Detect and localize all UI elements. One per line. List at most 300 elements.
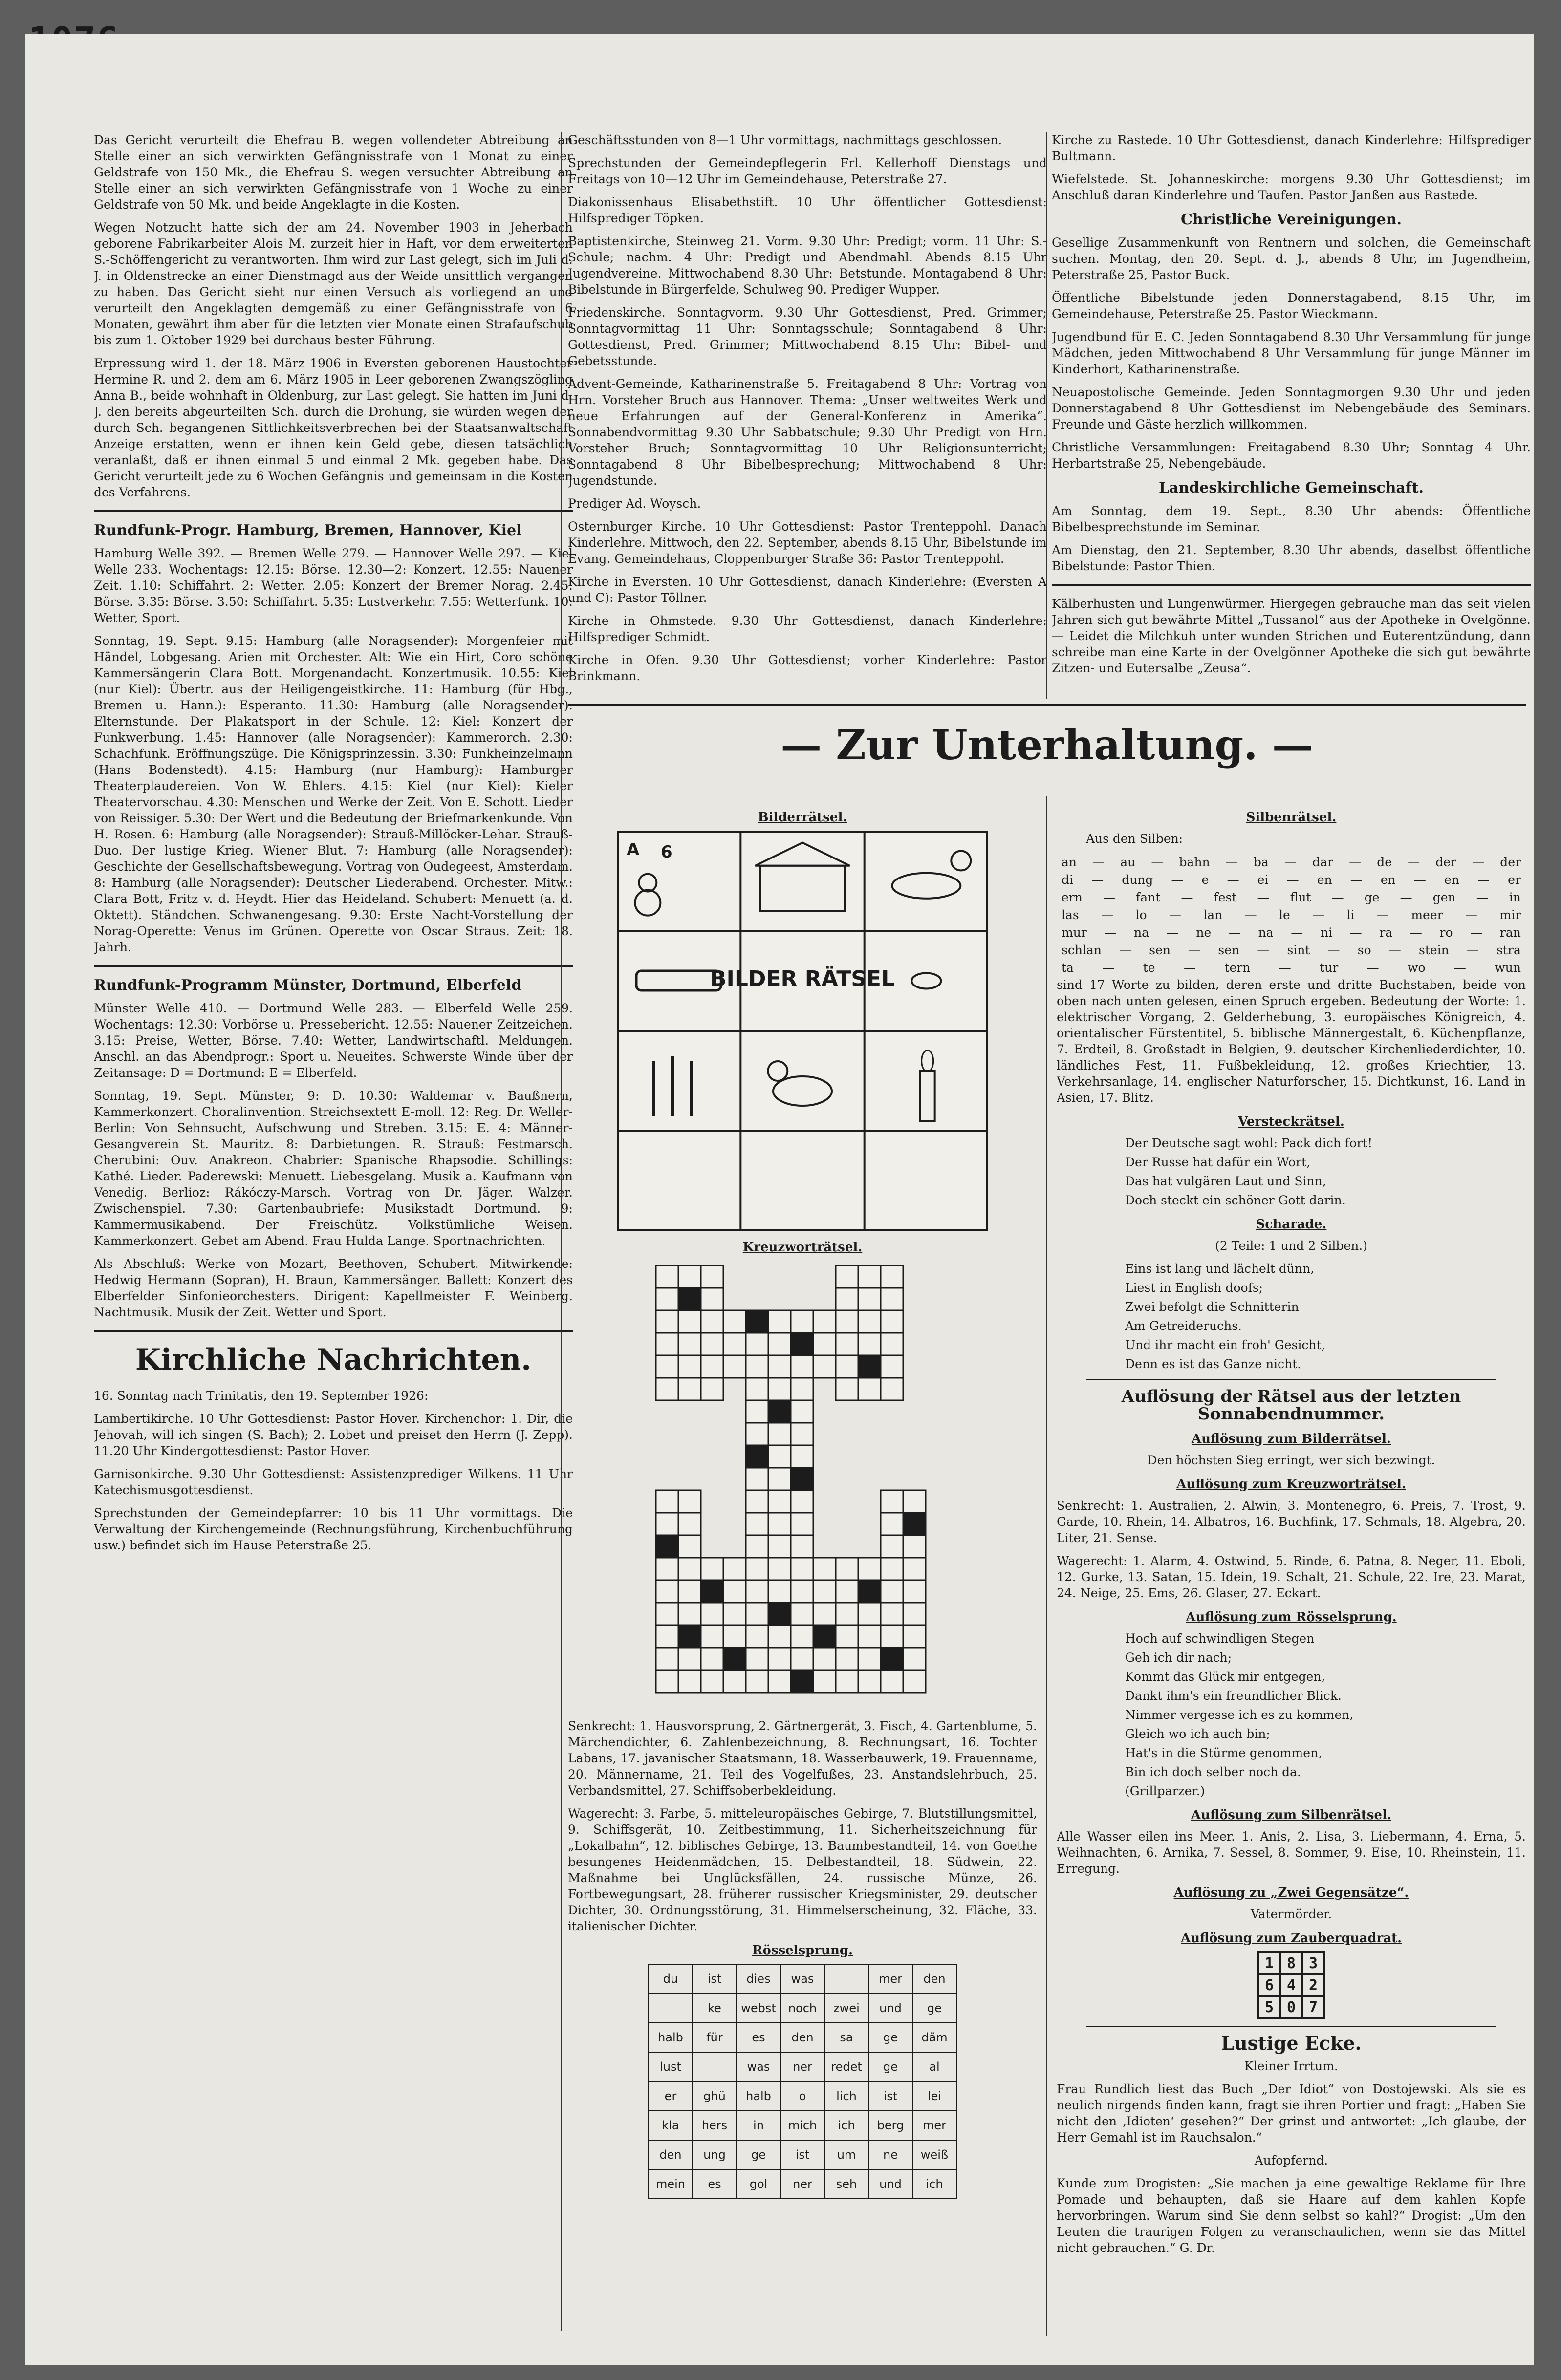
syllable: stein bbox=[1419, 943, 1449, 957]
court-report: Erpressung wird 1. der 18. März 1906 in Eversten geborenen Haustochter Hermine R. und 2. dem am 6. März 1905 in Leer geborenen Zwangszögling Anna B., beide wohnhaft in Oldenburg, zur Last gelegt. Sie hatten im Juni d. J. den bereits abgeurteilten Sch. durch die Drohung, sie würden wegen der durch Sch. begangenen Sittlichkeitsverbrechen bei der Staatsanwaltschaft Anzeige erstatten, wenn er ihnen kein Geld gebe, diesen tatsächlich veranlaßt, daß er ihnen einmal 5 und einmal 2 Mk. gegeben habe. Das Gericht verurteilt jede zu 6 Wochen Gefängnis und gemeinsam in die Kosten des Verfahrens. bbox=[94, 356, 573, 499]
charade-line: Denn es ist das Ganze nicht. bbox=[1125, 1357, 1301, 1371]
knight-cell: ke bbox=[693, 1994, 737, 2023]
crossword-cell bbox=[701, 1625, 723, 1648]
association-entry: Jugendbund für E. C. Jeden Sonntagabend 8.30 Uhr Versammlung für junge Mädchen, jeden Mittwochabend 8 Uhr Versammlung für junge Männer im Kinderhort, Katharinenstraße. bbox=[1052, 330, 1531, 376]
crossword-cell bbox=[881, 1490, 903, 1513]
crossword-cell bbox=[746, 1490, 768, 1513]
syllable-separator: — bbox=[1291, 925, 1303, 940]
picture-puzzle-label: BILDER RÄTSEL bbox=[710, 966, 895, 991]
divider bbox=[94, 510, 573, 512]
crossword-cell bbox=[701, 1333, 723, 1355]
syllable: schlan bbox=[1062, 943, 1102, 957]
crossword-cell bbox=[881, 1378, 903, 1400]
crossword-cell bbox=[791, 1603, 813, 1625]
knight-puzzle-heading: Rösselsprung. bbox=[752, 1943, 853, 1958]
syllable: le bbox=[1279, 908, 1290, 922]
contrast-solution-heading: Auflösung zu „Zwei Gegensätze“. bbox=[1173, 1886, 1409, 1900]
crossword-cell bbox=[723, 1580, 746, 1603]
magic-cell: 3 bbox=[1302, 1952, 1324, 1974]
syllable: de bbox=[1377, 855, 1392, 869]
crossword-cell bbox=[678, 1333, 701, 1355]
knight-cell: den bbox=[912, 1964, 956, 1994]
crossword-cell bbox=[836, 1558, 858, 1580]
picture-puzzle-label: Schnee bbox=[647, 925, 649, 926]
charade-heading: Scharade. bbox=[1256, 1217, 1327, 1232]
syllable: dung bbox=[1122, 873, 1153, 887]
syllable-separator: — bbox=[1472, 855, 1485, 869]
knight-cell: ist bbox=[780, 2140, 824, 2169]
crossword-cell bbox=[903, 1603, 926, 1625]
crossword-cell bbox=[791, 1558, 813, 1580]
charade-line: Am Getreideruchs. bbox=[1125, 1319, 1242, 1333]
knight-cell: ge bbox=[868, 2052, 912, 2081]
crossword-cell bbox=[746, 1603, 768, 1625]
syllable-separator: — bbox=[1279, 961, 1291, 975]
service-entry: Advent-Gemeinde, Katharinenstraße 5. Freitagabend 8 Uhr: Vortrag von Hrn. Vorsteher Bruch aus Hannover. Thema: „Unser weltweites Werk und neue Erfahrungen auf der General-Konferenz in Amerika“. Sonnabendvormittag 9.30 Uhr Sabbatschule; 9.30 Uhr Predigt von Hrn. Vorsteher Bruch; Sonntagvormittag 10 Uhr Religionsunterricht; Sonntagabend 8 Uhr Bibelbesprechung; Mittwochabend 8 Uhr: Jugendstunde. bbox=[568, 377, 1047, 488]
magic-cell: 5 bbox=[1258, 1996, 1280, 2018]
crossword-cell bbox=[701, 1558, 723, 1580]
service-entry: Kirche in Ofen. 9.30 Uhr Gottesdienst; vorher Kinderlehre: Pastor Brinkmann. bbox=[568, 653, 1047, 683]
crossword-cell bbox=[678, 1580, 701, 1603]
knight-cell: um bbox=[824, 2140, 868, 2169]
magic-cell: 6 bbox=[1258, 1974, 1280, 1996]
crossword-cell bbox=[813, 1355, 836, 1378]
syllable: ern bbox=[1062, 890, 1083, 904]
crossword-cell bbox=[881, 1558, 903, 1580]
crossword-clues bbox=[568, 1718, 1037, 1934]
knight-cell: für bbox=[693, 2023, 737, 2052]
newspaper-page bbox=[25, 34, 1534, 2365]
verse-puzzle bbox=[1057, 1135, 1526, 1208]
magic-cell: 1 bbox=[1258, 1952, 1280, 1974]
magic-cell: 8 bbox=[1280, 1952, 1302, 1974]
knight-cell: ghü bbox=[693, 2081, 737, 2111]
crossword-cell bbox=[813, 1670, 836, 1693]
syllable-separator: — bbox=[1466, 943, 1479, 957]
crossword-cell bbox=[881, 1580, 903, 1603]
syllable-puzzle-heading: Silbenrätsel. bbox=[1246, 810, 1337, 825]
crossword-cell bbox=[656, 1513, 678, 1535]
crossword-cell bbox=[858, 1648, 881, 1670]
association-entry: Öffentliche Bibelstunde jeden Donnerstagabend, 8.15 Uhr, im Gemeindehause, Peterstraße 25. Pastor Wieckmann. bbox=[1052, 291, 1531, 321]
service-entry: Wiefelstede. St. Johanneskirche: morgens 9.30 Uhr Gottesdienst; im Anschluß daran Kinderlehre und Taufen. Pastor Janßen aus Rastede. bbox=[1052, 172, 1531, 202]
crossword-cell bbox=[858, 1580, 881, 1603]
picture-puzzle-label: Auge bbox=[925, 1021, 927, 1022]
crossword-cell bbox=[701, 1310, 723, 1333]
knight-cell: lei bbox=[912, 2081, 956, 2111]
magic-cell: 2 bbox=[1302, 1974, 1324, 1996]
service-entry: Kirche in Ohmstede. 9.30 Uhr Gottesdienst, danach Kinderlehre: Hilfsprediger Schmidt. bbox=[568, 614, 1047, 644]
entertainment-middle bbox=[568, 801, 1037, 2340]
funny-text-1: Frau Rundlich liest das Buch „Der Idiot“ von Dostojewski. Als sie es neulich nirgends finden kann, fragt sie ihren Portier und fragt: „Haben Sie nicht den ‚Idioten‘ gesehen?“ Der grinst und antwortet: „Ich glaube, der Herr Gemahl ist im Rauchsalon.“ bbox=[1057, 2082, 1526, 2144]
crossword-cell bbox=[768, 1333, 791, 1355]
knight-cell: was bbox=[737, 2052, 780, 2081]
syllable: gen bbox=[1432, 890, 1456, 904]
knight-cell: lich bbox=[824, 2081, 868, 2111]
crossword-heading: Kreuzworträtsel. bbox=[742, 1240, 863, 1255]
syllable-separator: — bbox=[1284, 855, 1297, 869]
syllable: ta bbox=[1062, 961, 1074, 975]
knight-cell: ner bbox=[780, 2052, 824, 2081]
crossword-cell bbox=[858, 1310, 881, 1333]
divider bbox=[94, 1330, 573, 1332]
church-entry: Sprechstunden der Gemeindepfarrer: 10 bis 11 Uhr vormittags. Die Verwaltung der Kirchengemeinde (Rechnungsführung, Kirchenbuchführung usw.) befindet sich im Hause Peterstraße 25. bbox=[94, 1506, 573, 1552]
church-entry: Lambertikirche. 10 Uhr Gottesdienst: Pastor Hover. Kirchenchor: 1. Dir, die Jehovah, will ich singen (S. Bach); 2. Lobet und preiset den Herrn (J. Zepp). 11.20 Uhr Kindergottesdienst: Pastor Hover. bbox=[94, 1412, 573, 1458]
syllable-separator: — bbox=[1119, 943, 1132, 957]
crossword-cell bbox=[723, 1670, 746, 1693]
picture-puzzle-label: A bbox=[627, 840, 640, 859]
crossword-cell bbox=[656, 1265, 678, 1288]
association-entry: Christliche Versammlungen: Freitagabend 8.30 Uhr; Sonntag 4 Uhr. Herbartstraße 25, Nebengebäude. bbox=[1052, 440, 1531, 471]
syllable: er bbox=[1508, 873, 1521, 887]
syllable: mur bbox=[1062, 925, 1087, 940]
syllable-separator: — bbox=[1104, 925, 1117, 940]
crossword-cell bbox=[678, 1288, 701, 1310]
radio-entry: Sonntag, 19. Sept. Münster, 9: D. 10.30: Waldemar v. Baußnern, Kammerkonzert. Choralinvention. Streichsextett E-moll. 12: Reg. Dr. Weller-Berlin: Von Sehnsucht, Aufschwung und Streben. 3.15: E. 4: Männer-Gesangverein St. Mauritz. 8: Darbietungen. R. Strauß: Festmarsch. Cherubini: Ouv. Anakreon. Chabrier: Spanische Rhapsodie. Schillings: Kathé. Lieder. Paderewski: Menuett. Liebesgelang. Musik a. Kaufmann von Venedig. Berlioz: Rákóczy-Marsch. Vortrag von Dr. Jäger. Walzer. Zwischenspiel. 7.30: Gartenbaubriefe: Musikstadt Dortmund. 9: Kammermusikabend. Der Freischütz. Volkstümliche Weisen. Kammerkonzert. Gebet am Abend. Frau Hulda Lange. Sportnachrichten. bbox=[94, 1089, 573, 1248]
crossword-cell bbox=[858, 1333, 881, 1355]
crossword-cell bbox=[678, 1558, 701, 1580]
crossword-cell bbox=[903, 1580, 926, 1603]
crossword-cell bbox=[746, 1378, 768, 1400]
syllable: an bbox=[1062, 855, 1077, 869]
crossword-solution-across: Wagerecht: 1. Alarm, 4. Ostwind, 5. Rinde, 6. Patna, 8. Neger, 11. Eboli, 12. Gurke, 13. Satan, 15. Idein, 19. Schalt, 21. Schule, 22. Ire, 23. Marat, 24. Neige, 25. Ems, 26. Glaser, 27. Eckart. bbox=[1057, 1554, 1526, 1600]
crossword-cell bbox=[678, 1603, 701, 1625]
charade bbox=[1057, 1261, 1526, 1372]
crossword-cell bbox=[768, 1670, 791, 1693]
crossword-cell bbox=[656, 1670, 678, 1693]
service-entry: Kirche zu Rastede. 10 Uhr Gottesdienst, danach Kinderlehre: Hilfsprediger Bultmann. bbox=[1052, 133, 1531, 163]
service-entry: Sprechstunden der Gemeindepflegerin Frl. Kellerhoff Dienstags und Freitags von 10—12 Uhr im Gemeindehause, Peterstraße 27. bbox=[568, 156, 1047, 186]
left-column bbox=[94, 132, 573, 2331]
crossword-cell bbox=[791, 1513, 813, 1535]
crossword-cell bbox=[768, 1355, 791, 1378]
syllable-row bbox=[1062, 959, 1521, 977]
radio-entry: Als Abschluß: Werke von Mozart, Beethoven, Schubert. Mitwirkende: Hedwig Hermann (Sopran), H. Braun, Kammersänger. Ballett: Konzert des Elberfelder Sinfonieorchesters. Dirigent: Kapellmeister F. Weinberg. Nachtmusik. Musik der Zeit. Wetter und Sport. bbox=[94, 1257, 573, 1319]
knight-solution-line: (Grillparzer.) bbox=[1125, 1784, 1205, 1798]
syllable-separator: — bbox=[1409, 925, 1422, 940]
crossword-cell bbox=[723, 1355, 746, 1378]
crossword-cell bbox=[881, 1513, 903, 1535]
syllable-separator: — bbox=[1366, 961, 1379, 975]
crossword-cell bbox=[701, 1603, 723, 1625]
picture-puzzle-label: Katze bbox=[802, 1126, 803, 1127]
verse-line: Der Russe hat dafür ein Wort, bbox=[1125, 1155, 1311, 1169]
crossword-cell bbox=[746, 1400, 768, 1423]
crossword-cell bbox=[903, 1670, 926, 1693]
crossword-cell bbox=[723, 1333, 746, 1355]
crossword-cell bbox=[813, 1333, 836, 1355]
crossword-cell bbox=[858, 1625, 881, 1648]
crossword-cell bbox=[881, 1648, 903, 1670]
crossword-cell bbox=[813, 1625, 836, 1648]
knight-cell: al bbox=[912, 2052, 956, 2081]
crossword-cell bbox=[678, 1378, 701, 1400]
picture-solution: Den höchsten Sieg erringt, wer sich bezwingt. bbox=[1147, 1453, 1435, 1467]
knight-solution-heading: Auflösung zum Rösselsprung. bbox=[1186, 1610, 1397, 1625]
knight-cell: ne bbox=[868, 2140, 912, 2169]
crossword-cell bbox=[903, 1490, 926, 1513]
crossword-cell bbox=[881, 1535, 903, 1558]
crossword-cell bbox=[791, 1378, 813, 1400]
syllable-separator: — bbox=[1465, 908, 1477, 922]
crossword-cell bbox=[701, 1648, 723, 1670]
knight-cell: dies bbox=[737, 1964, 780, 1994]
funny-subtitle: Kleiner Irrtum. bbox=[1244, 2059, 1338, 2073]
knight-cell: du bbox=[649, 1964, 693, 1994]
service-entry: Osternburger Kirche. 10 Uhr Gottesdienst: Pastor Trenteppohl. Danach Kinderlehre. Mittwoch, den 22. September, abends 8.15 Uhr, Bibelstunde im Evang. Gemeindehaus, Cloppenburger Straße 36: Pastor Trenteppohl. bbox=[568, 519, 1047, 566]
church-news-heading: Kirchliche Nachrichten. bbox=[135, 1343, 532, 1377]
crossword-cell bbox=[768, 1468, 791, 1490]
knight-row bbox=[649, 2140, 956, 2169]
crossword-cell bbox=[836, 1355, 858, 1378]
service-entry: Kirche in Eversten. 10 Uhr Gottesdienst, danach Kinderlehre: (Eversten A und C): Pastor Töllner. bbox=[568, 575, 1047, 605]
knight-puzzle-grid bbox=[648, 1964, 957, 2199]
crossword-cell bbox=[768, 1603, 791, 1625]
syllable: na bbox=[1258, 925, 1274, 940]
crossword-cell bbox=[746, 1333, 768, 1355]
syllable-separator: — bbox=[1171, 873, 1184, 887]
funny-heading: Lustige Ecke. bbox=[1221, 2032, 1362, 2054]
service-entry: Friedenskirche. Sonntagvorm. 9.30 Uhr Gottesdienst, Pred. Grimmer; Sonntagvormittag 11 Uhr: Sonntagsschule; Sonntagabend 8 Uhr: Gottesdienst, Pred. Grimmer; Mittwochabend 8.15 Uhr: Bibel- und Gebetsstunde. bbox=[568, 305, 1047, 368]
syllable-row bbox=[1062, 942, 1521, 959]
syllable-separator: — bbox=[1092, 855, 1105, 869]
crossword-cell bbox=[858, 1355, 881, 1378]
syllable-separator: — bbox=[1312, 908, 1325, 922]
syllable: so bbox=[1357, 943, 1371, 957]
syllable: stra bbox=[1496, 943, 1521, 957]
column-rule bbox=[561, 132, 562, 2331]
charade-line: Und ihr macht ein froh' Gesicht, bbox=[1125, 1338, 1325, 1352]
crossword-cell bbox=[678, 1648, 701, 1670]
syllable-separator: — bbox=[1376, 908, 1389, 922]
syllable: e bbox=[1201, 873, 1209, 887]
crossword-cell bbox=[881, 1265, 903, 1288]
syllable: lo bbox=[1135, 908, 1147, 922]
crossword-cell bbox=[768, 1580, 791, 1603]
syllable: au bbox=[1120, 855, 1136, 869]
knight-row bbox=[649, 1964, 956, 1994]
crossword-cell bbox=[723, 1603, 746, 1625]
syllable-row bbox=[1062, 906, 1521, 924]
syllable: di bbox=[1062, 873, 1073, 887]
syllable-separator: — bbox=[1101, 908, 1114, 922]
picture-puzzle bbox=[617, 831, 988, 1231]
funny-subtitle-2: Aufopfernd. bbox=[1254, 2153, 1328, 2167]
divider bbox=[1086, 2026, 1496, 2027]
knight-solution-line: Kommt das Glück mir entgegen, bbox=[1125, 1670, 1325, 1684]
radio-muenster-heading: Rundfunk-Programm Münster, Dortmund, Elberfeld bbox=[94, 977, 522, 994]
rastede-services bbox=[1052, 132, 1531, 203]
knight-solution-line: Gleich wo ich auch bin; bbox=[1125, 1727, 1270, 1741]
knight-cell: ist bbox=[868, 2081, 912, 2111]
crossword-cell bbox=[858, 1378, 881, 1400]
crossword-cell bbox=[836, 1288, 858, 1310]
crossword-cell bbox=[768, 1648, 791, 1670]
syllable-separator: — bbox=[1400, 890, 1412, 904]
knight-cell: mer bbox=[912, 2111, 956, 2140]
syllable-separator: — bbox=[1327, 943, 1340, 957]
crossword-solution-heading: Auflösung zum Kreuzworträtsel. bbox=[1176, 1477, 1406, 1492]
landes-heading: Landeskirchliche Gemeinschaft. bbox=[1158, 479, 1424, 496]
crossword-cell bbox=[791, 1445, 813, 1468]
knight-cell: o bbox=[780, 2081, 824, 2111]
knight-solution-line: Hoch auf schwindligen Stegen bbox=[1125, 1631, 1315, 1646]
crossword-cell bbox=[881, 1603, 903, 1625]
knight-cell: ich bbox=[824, 2111, 868, 2140]
crossword-cell bbox=[701, 1378, 723, 1400]
service-entry: Diakonissenhaus Elisabethstift. 10 Uhr öffentlicher Gottesdienst: Hilfsprediger Töpken. bbox=[568, 195, 1047, 225]
crossword-cell bbox=[723, 1625, 746, 1648]
syllable-solution: Alle Wasser eilen ins Meer. 1. Anis, 2. Lisa, 3. Liebermann, 4. Erna, 5. Weihnachten, 6. Arnika, 7. Sessel, 8. Sommer, 9. Eise, 10. Rheinstein, 11. Erregung. bbox=[1057, 1829, 1526, 1876]
syllable-separator: — bbox=[1188, 943, 1201, 957]
magic-cell: 7 bbox=[1302, 1996, 1324, 2018]
syllable-separator: — bbox=[1102, 961, 1115, 975]
knight-solution-line: Hat's in die Stürme genommen, bbox=[1125, 1746, 1323, 1760]
crossword-cell bbox=[836, 1625, 858, 1648]
syllable: sen bbox=[1218, 943, 1240, 957]
knight-row bbox=[649, 1994, 956, 2023]
syllable-separator: — bbox=[1228, 925, 1241, 940]
knight-solution-line: Bin ich doch selber noch da. bbox=[1125, 1765, 1301, 1779]
magic-cell: 4 bbox=[1280, 1974, 1302, 1996]
crossword-cell bbox=[768, 1558, 791, 1580]
crossword-cell bbox=[791, 1490, 813, 1513]
picture-puzzle-label: Kerze bbox=[925, 1126, 927, 1127]
syllable: dar bbox=[1312, 855, 1333, 869]
knight-cell: noch bbox=[780, 1994, 824, 2023]
verse-line: Der Deutsche sagt wohl: Pack dich fort! bbox=[1125, 1136, 1373, 1150]
crossword-cell bbox=[678, 1513, 701, 1535]
crossword-cell bbox=[656, 1625, 678, 1648]
crossword-cell bbox=[791, 1333, 813, 1355]
crossword-cell bbox=[746, 1423, 768, 1445]
crossword-cell bbox=[656, 1378, 678, 1400]
knight-cell: hers bbox=[693, 2111, 737, 2140]
knight-row bbox=[649, 2023, 956, 2052]
crossword-cell bbox=[858, 1558, 881, 1580]
crossword-cell bbox=[768, 1423, 791, 1445]
knight-solution-line: Geh ich dir nach; bbox=[1125, 1651, 1232, 1665]
knight-cell bbox=[824, 1964, 868, 1994]
knight-cell: däm bbox=[912, 2023, 956, 2052]
radio-entry: Hamburg Welle 392. — Bremen Welle 279. — Hannover Welle 297. — Kiel Welle 233. Wochentags: 12.15: Börse. 12.30—2: Konzert. 12.55: Nauener Zeit. 1.10: Schiffahrt. 2: Wetter. 2.05: Konzert der Bremer Norag. 2.45: Börse. 3.35: Börse. 3.50: Schiffahrt. 5.35: Lustverkehr. 7.55: Wetterfunk. 10: Wetter, Sport. bbox=[94, 546, 573, 625]
crossword-cell bbox=[678, 1265, 701, 1288]
syllable: en bbox=[1444, 873, 1459, 887]
knight-row bbox=[649, 2081, 956, 2111]
knight-cell: halb bbox=[649, 2023, 693, 2052]
crossword-cell bbox=[768, 1445, 791, 1468]
church-entry: 16. Sonntag nach Trinitatis, den 19. September 1926: bbox=[94, 1389, 429, 1403]
crossword-cell bbox=[678, 1670, 701, 1693]
syllable: tur bbox=[1320, 961, 1339, 975]
crossword-cell bbox=[768, 1535, 791, 1558]
knight-cell: ich bbox=[912, 2169, 956, 2199]
crossword-cell bbox=[791, 1670, 813, 1693]
column-rule bbox=[1046, 796, 1047, 2336]
crossword-cell bbox=[678, 1625, 701, 1648]
syllable-separator: — bbox=[1413, 873, 1426, 887]
court-reports bbox=[94, 132, 573, 500]
verse-line: Das hat vulgären Laut und Sinn, bbox=[1125, 1174, 1326, 1188]
knight-cell: und bbox=[868, 1994, 912, 2023]
magic-row bbox=[1258, 1974, 1324, 1996]
syllable-separator: — bbox=[1227, 873, 1239, 887]
syllable: fest bbox=[1214, 890, 1237, 904]
knight-cell: mer bbox=[868, 1964, 912, 1994]
syllable: ge bbox=[1364, 890, 1380, 904]
middle-column bbox=[568, 132, 1047, 699]
knight-cell: weiß bbox=[912, 2140, 956, 2169]
crossword-cell bbox=[836, 1603, 858, 1625]
syllable: ro bbox=[1439, 925, 1453, 940]
syllable-separator: — bbox=[1091, 873, 1104, 887]
divider bbox=[1086, 1379, 1496, 1380]
crossword-cell bbox=[656, 1288, 678, 1310]
syllable: li bbox=[1346, 908, 1355, 922]
crossword-cell bbox=[903, 1648, 926, 1670]
syllable-separator: — bbox=[1470, 925, 1483, 940]
crossword-cell bbox=[701, 1670, 723, 1693]
radio-entry: Münster Welle 410. — Dortmund Welle 283. — Elberfeld Welle 259. Wochentags: 12.30: Vorbörse u. Pressebericht. 12.55: Nauener Zeitzeichen. 3.15: Preise, Wetter, Börse. 7.40: Wetter, Landwirtschaftl. Meldungen. Anschl. an das Abendprogr.: Sport u. Neueites. Schwerste Winde über der Zeitansage: D = Dortmund: E = Elberfeld. bbox=[94, 1001, 573, 1080]
syllable: bahn bbox=[1179, 855, 1210, 869]
knight-cell: es bbox=[693, 2169, 737, 2199]
syllable: ra bbox=[1379, 925, 1393, 940]
syllable-separator: — bbox=[1349, 925, 1362, 940]
service-entry: Prediger Ad. Woysch. bbox=[568, 496, 701, 511]
crossword-cell bbox=[656, 1535, 678, 1558]
syllable: sen bbox=[1149, 943, 1171, 957]
entertainment-title: — Zur Unterhaltung. — bbox=[780, 721, 1313, 769]
crossword-cell bbox=[858, 1670, 881, 1693]
knight-cell bbox=[693, 2052, 737, 2081]
syllable-instruction: sind 17 Worte zu bilden, deren erste und dritte Buchstaben, beide von oben nach unten gelesen, einen Spruch ergeben. Bedeutung der Worte: 1. elektrischer Vorgang, 2. Gelderhebung, 3. europäisches Königreich, 4. orientalischer Fürstentitel, 5. biblische Männergestalt, 6. Küchenpflanze, 7. Erdteil, 8. Großstadt in Belgien, 9. deutscher Kirchenliederdichter, 10. ländliches Fest, 11. Fußbekleidung, 12. großes Kriechtier, 13. Verkehrsanlage, 14. englischer Naturforscher, 15. Dichtkunst, 16. Land in Asien, 17. Blitz. bbox=[1057, 978, 1526, 1105]
syllable-separator: — bbox=[1257, 943, 1270, 957]
crossword-solution-down: Senkrecht: 1. Australien, 2. Alwin, 3. Montenegro, 6. Preis, 7. Trost, 9. Garde, 10. Rhein, 14. Albatros, 16. Buchfink, 17. Schmals, 18. Algebra, 20. Liter, 21. Sense. bbox=[1057, 1499, 1526, 1545]
crossword-cell bbox=[768, 1310, 791, 1333]
knight-cell: mein bbox=[649, 2169, 693, 2199]
crossword-cell bbox=[791, 1580, 813, 1603]
syllable: ne bbox=[1196, 925, 1212, 940]
picture-puzzle-heading: Bilderrätsel. bbox=[758, 810, 847, 825]
church-services bbox=[568, 132, 1047, 684]
charade-subtitle: (2 Teile: 1 und 2 Silben.) bbox=[1215, 1239, 1367, 1253]
crossword-cell bbox=[791, 1423, 813, 1445]
syllable-separator: — bbox=[1151, 855, 1164, 869]
picture-puzzle-label: Hund bbox=[925, 921, 927, 922]
landes-community bbox=[1052, 503, 1531, 574]
syllable: sint bbox=[1287, 943, 1310, 957]
crossword-cell bbox=[701, 1288, 723, 1310]
knight-cell bbox=[649, 1994, 693, 2023]
crossword-cell bbox=[746, 1648, 768, 1670]
crossword-cell bbox=[791, 1355, 813, 1378]
crossword-cell bbox=[813, 1603, 836, 1625]
knight-cell: ge bbox=[868, 2023, 912, 2052]
syllable-separator: — bbox=[1225, 855, 1238, 869]
syllable-intro: Aus den Silben: bbox=[1086, 832, 1183, 846]
veterinary-ad: Kälberhusten und Lungenwürmer. Hiergegen gebrauche man das seit vielen Jahren sich gut bewährte Mittel „Tussanol“ aus der Apotheke in Ovelgönne. — Leidet die Milchkuh unter wunden Strichen und Euterentzündung, dann schreibe man eine Karte in der Ovelgönner Apotheke die sich gut bewährte Zitzen- und Eutersalbe „Zeusa“. bbox=[1052, 597, 1531, 675]
syllable: tern bbox=[1224, 961, 1251, 975]
syllable: wun bbox=[1495, 961, 1521, 975]
knight-cell: den bbox=[780, 2023, 824, 2052]
syllable: en bbox=[1317, 873, 1332, 887]
knight-row bbox=[649, 2052, 956, 2081]
crossword-cell bbox=[791, 1310, 813, 1333]
solutions-heading: Auflösung der Rätsel aus der letzten Sonnabendnummer. bbox=[1121, 1387, 1461, 1424]
magic-row bbox=[1258, 1996, 1324, 2018]
syllable-separator: — bbox=[1388, 943, 1401, 957]
knight-cell: ist bbox=[693, 1964, 737, 1994]
